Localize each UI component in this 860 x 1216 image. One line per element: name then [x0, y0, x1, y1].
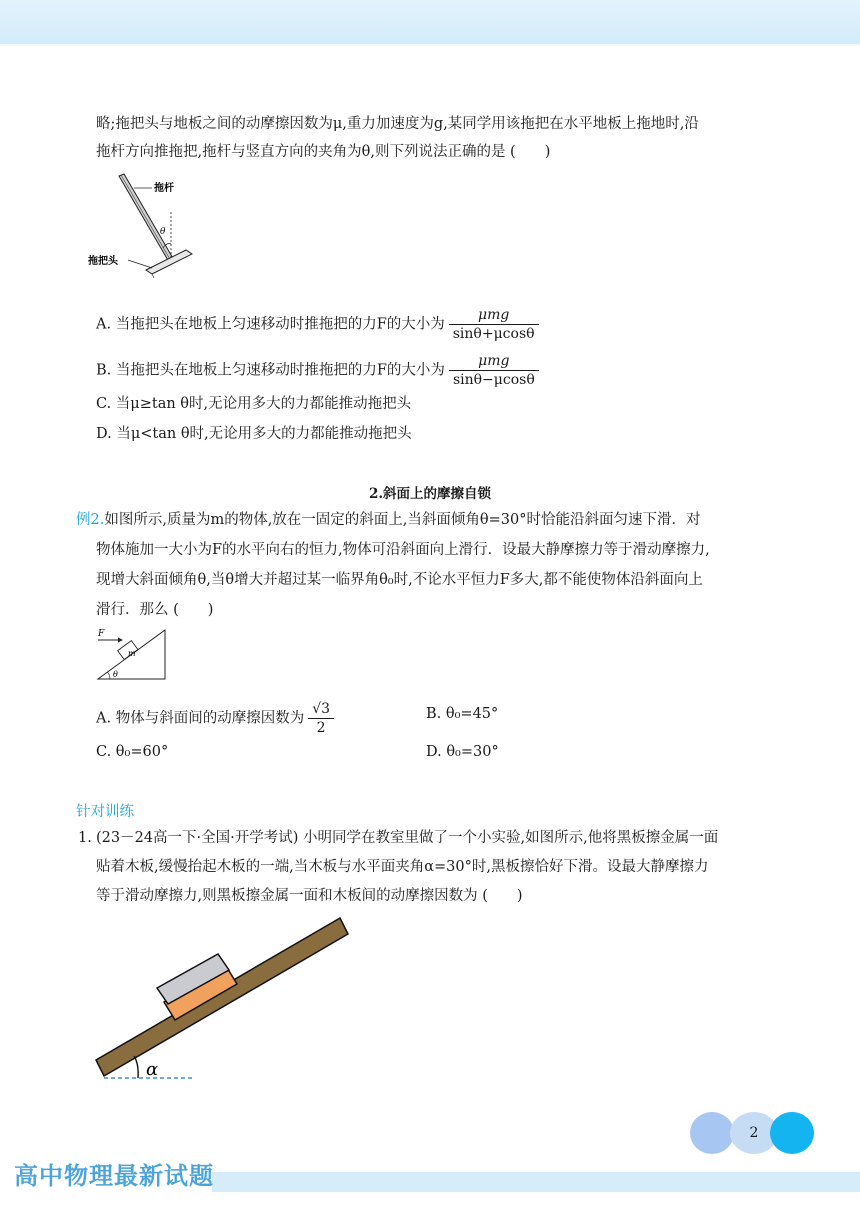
- incline-angle-label: θ: [113, 670, 118, 679]
- question-1-line-2: 贴着木板,缓慢抬起木板的一端,当木板与水平面夹角α=30°时,黑板擦恰好下滑。设最大静摩擦力: [96, 859, 709, 875]
- option-2B: B. θ₀=45°: [426, 706, 499, 722]
- option-1B-denominator: sinθ−μcosθ: [452, 372, 535, 388]
- example2-label: 例2.: [76, 512, 105, 528]
- option-2A-fraction: [308, 700, 334, 737]
- option-1A: [96, 306, 539, 343]
- option-1A-denominator: sinθ+μcosθ: [452, 326, 535, 342]
- option-1D: D. 当μ<tan θ时,无论用多大的力都能推动拖把头: [96, 426, 412, 442]
- option-1B: [96, 352, 539, 389]
- question-1-line-3: 等于滑动摩擦力,则黑板擦金属一面和木板间的动摩擦因数为 ( ): [96, 888, 523, 904]
- board-angle-label: α: [146, 1059, 159, 1080]
- question-1-line-1: (23－24高一下·全国·开学考试) 小明同学在教室里做了一个小实验,如图所示,他将黑板擦金属一面: [96, 830, 719, 846]
- option-2A-denominator: 2: [316, 720, 326, 736]
- question-1-number: 1.: [78, 830, 92, 846]
- example2-line-4: 滑行．那么 ( ): [96, 602, 214, 618]
- option-2A-numerator: √3: [308, 700, 334, 719]
- option-2D: D. θ₀=30°: [426, 744, 499, 760]
- option-1C: C. 当μ≥tan θ时,无论用多大的力都能推动拖把头: [96, 396, 412, 412]
- option-1A-fraction: [449, 306, 539, 343]
- option-2C: C. θ₀=60°: [96, 744, 169, 760]
- option-1B-numerator: μmg: [449, 352, 539, 371]
- option-2A: [96, 700, 334, 737]
- option-1A-numerator: μmg: [449, 306, 539, 325]
- footer-brand: 高中物理最新试题: [14, 1162, 214, 1190]
- mop-angle-label: θ: [160, 227, 166, 237]
- incline-force-label: F: [98, 629, 105, 639]
- mop-head-label: 拖把头: [88, 256, 118, 267]
- option-1A-text: A. 当拖把头在地板上匀速移动时推拖把的力F的大小为: [96, 316, 445, 333]
- pager-decor-left: [690, 1112, 734, 1154]
- training-heading: 针对训练: [76, 804, 134, 820]
- footer-band: [212, 1172, 860, 1192]
- incline-figure: [92, 624, 172, 684]
- intro-line-2: 拖杆方向推拖把,拖杆与竖直方向的夹角为θ,则下列说法正确的是 ( ): [96, 144, 551, 160]
- pager-decor-right: [770, 1112, 814, 1154]
- example2-line-2: 物体施加一大小为F的水平向右的恒力,物体可沿斜面向上滑行．设最大静摩擦力等于滑动摩擦力,: [96, 542, 710, 558]
- example2-line-1-text: 如图所示,质量为m的物体,放在一固定的斜面上,当斜面倾角θ=30°时恰能沿斜面匀速下滑．对: [104, 512, 701, 528]
- section-title: 2.斜面上的摩擦自锁: [368, 486, 492, 502]
- incline-mass-label: m: [128, 649, 136, 658]
- mop-figure: [88, 168, 208, 278]
- example2-line-1: [76, 510, 701, 530]
- page-header-divider: [0, 44, 860, 46]
- page-number: 2: [749, 1125, 759, 1141]
- option-1B-text: B. 当拖把头在地板上匀速移动时推拖把的力F的大小为: [96, 362, 445, 379]
- page-header-band: [0, 0, 860, 44]
- option-1B-fraction: [449, 352, 539, 389]
- option-2A-text: A. 物体与斜面间的动摩擦因数为: [96, 710, 305, 727]
- mop-rod-label: 拖杆: [154, 183, 174, 194]
- example2-line-3: 现增大斜面倾角θ,当θ增大并超过某一临界角θ₀时,不论水平恒力F多大,都不能使物体沿斜面向上: [96, 572, 703, 588]
- board-eraser-figure: [90, 910, 360, 1086]
- intro-line-1: 略;拖把头与地板之间的动摩擦因数为μ,重力加速度为g,某同学用该拖把在水平地板上拖地时,沿: [96, 116, 699, 132]
